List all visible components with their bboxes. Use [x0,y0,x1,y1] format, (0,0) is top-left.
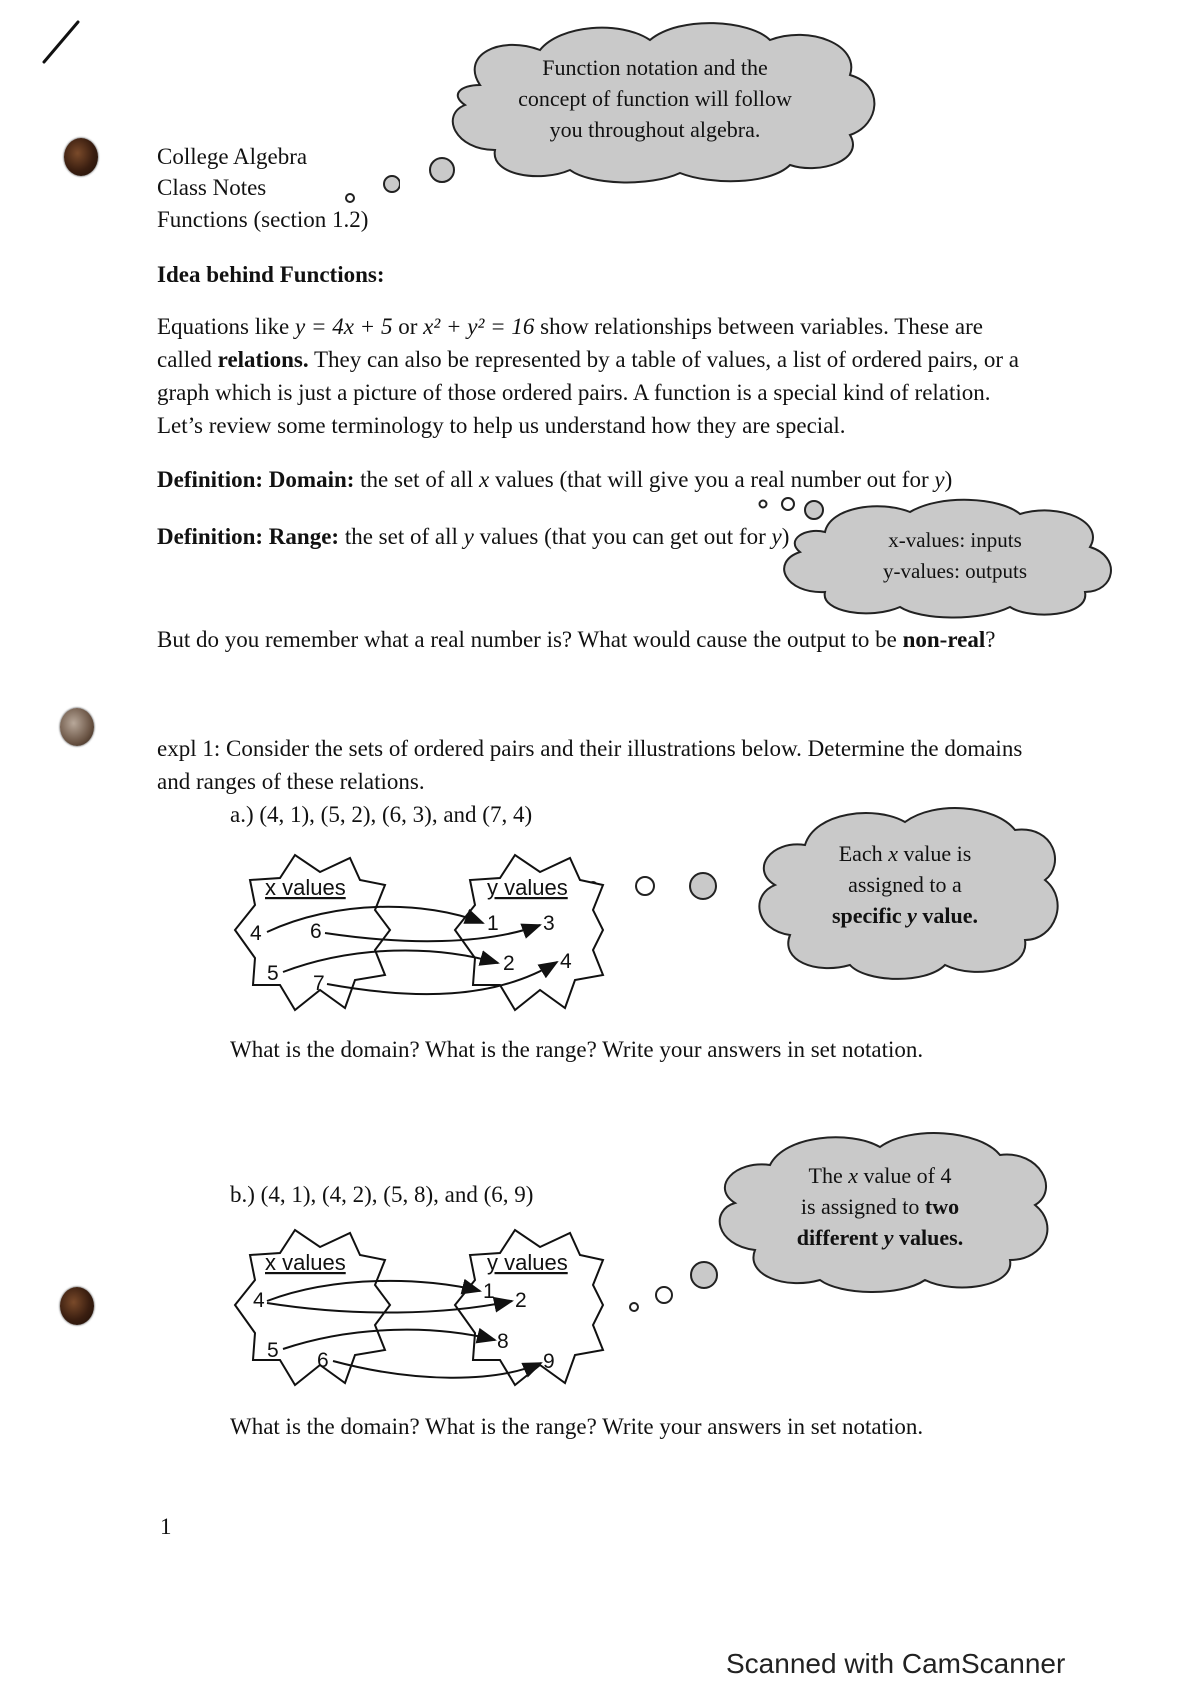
thought-bubbles-top [340,170,400,210]
cloud-top-line2: concept of function will follow [518,86,792,111]
x-values-title-b: x values [265,1250,346,1275]
y-value-b-1: 2 [515,1289,527,1312]
y-value-a-0: 1 [487,912,499,935]
x-value-a-3: 7 [313,972,325,995]
cloud-top-line3: you throughout algebra. [549,117,761,142]
domain-close: ) [944,467,953,492]
mapping-diagram-b [225,1225,605,1395]
cloud-top-line1: Function notation and the [542,55,768,80]
part-a-pairs: a.) (4, 1), (5, 2), (6, 3), and (7, 4) [230,802,533,827]
camscanner-watermark: Scanned with CamScanner [726,1648,1066,1679]
range-close: ) [781,524,790,549]
cloud-b-text [755,1160,1005,1253]
example1-intro: expl 1: Consider the sets of ordered pairs and their illustrations below. Determine the domains and ranges of these relations. [157,736,1023,794]
idea-heading: Idea behind Functions: [157,262,385,287]
y-value-b-2: 8 [497,1330,509,1353]
y-values-title-b: y values [487,1250,568,1275]
thought-bubbles-b [620,1255,720,1320]
intro-paragraph [157,310,1037,442]
cloud-b-line2: is assigned to two [800,1194,960,1219]
intro-text-2: show relationships between variables. These are called [157,314,983,372]
intro-or: or [398,314,418,339]
intro-text-3: They can also be represented by a table of values, a list of ordered pairs, or a graph which is just a picture of those ordered pairs. A function is a special kind of relation. Let’s review some terminology to help us understand how they are special. [157,347,1019,438]
real-question-mark: ? [985,627,996,652]
range-text-pre: the set of all [344,524,458,549]
y-value-b-0: 1 [483,1280,495,1303]
range-text-post: values (that you can get out for [479,524,766,549]
x-value-b-0: 4 [253,1289,265,1312]
thought-bubbles-a [585,866,725,906]
x-value-a-0: 4 [250,922,262,945]
cloud-b-line3: different y values. [796,1225,964,1250]
part-b-pairs: b.) (4, 1), (4, 2), (5, 8), and (6, 9) [230,1182,534,1207]
y-value-a-2: 2 [503,952,515,975]
domain-text-pre: the set of all [360,467,474,492]
binder-hole-middle [60,708,94,746]
course-title: College Algebra [157,144,308,169]
range-label: Definition: Range: [157,524,340,549]
x-value-a-1: 6 [310,920,322,943]
y-values-title-a: y values [487,875,568,900]
cloud-a-line1: Each x value is [838,841,972,866]
real-question-text: But do you remember what a real number is? What would cause the output to be [157,627,897,652]
page-number: 1 [160,1514,172,1539]
domain-var-x: x [478,467,490,492]
thought-bubbles-values [750,492,830,526]
pen-mark [38,18,88,68]
cloud-b-line1: The x value of 4 [808,1163,952,1188]
domain-label: Definition: Domain: [157,467,355,492]
cloud-top-text [490,52,820,145]
binder-hole-top [64,138,98,176]
domain-text-post: values (that will give you a real number out for [494,467,929,492]
binder-hole-bottom [60,1287,94,1325]
equation-linear: y = 4x + 5 [294,314,393,339]
class-notes-label: Class Notes [157,175,267,200]
real-number-question [157,625,995,655]
topic-title: Functions (section 1.2) [157,207,369,232]
x-value-b-2: 6 [317,1349,329,1372]
cloud-a-line2: assigned to a [848,872,962,897]
cloud-values-line1: x-values: inputs [888,528,1022,552]
relations-term: relations. [217,347,309,372]
cloud-values-line2: y-values: outputs [882,559,1028,583]
cloud-values-text [840,525,1070,587]
part-b-question: What is the domain? What is the range? Write your answers in set notation. [230,1414,924,1439]
intro-text-1: Equations like [157,314,290,339]
x-value-b-1: 5 [267,1339,279,1362]
domain-var-y: y [934,467,945,492]
domain-definition [157,465,952,495]
cloud-a-text [790,838,1020,931]
x-values-title-a: x values [265,875,346,900]
range-definition [157,522,789,552]
y-value-a-1: 3 [543,912,555,935]
range-var-y: y [463,524,474,549]
y-value-b-3: 9 [543,1350,555,1373]
y-value-a-3: 4 [560,950,572,973]
range-var-y2: y [771,524,782,549]
cloud-a-line3: specific y value. [831,903,979,928]
x-value-a-2: 5 [267,962,279,985]
mapping-diagram-a [225,850,605,1020]
non-real-term: non-real [902,627,986,652]
part-a-question: What is the domain? What is the range? Write your answers in set notation. [230,1037,924,1062]
equation-circle: x² + y² = 16 [423,314,535,339]
